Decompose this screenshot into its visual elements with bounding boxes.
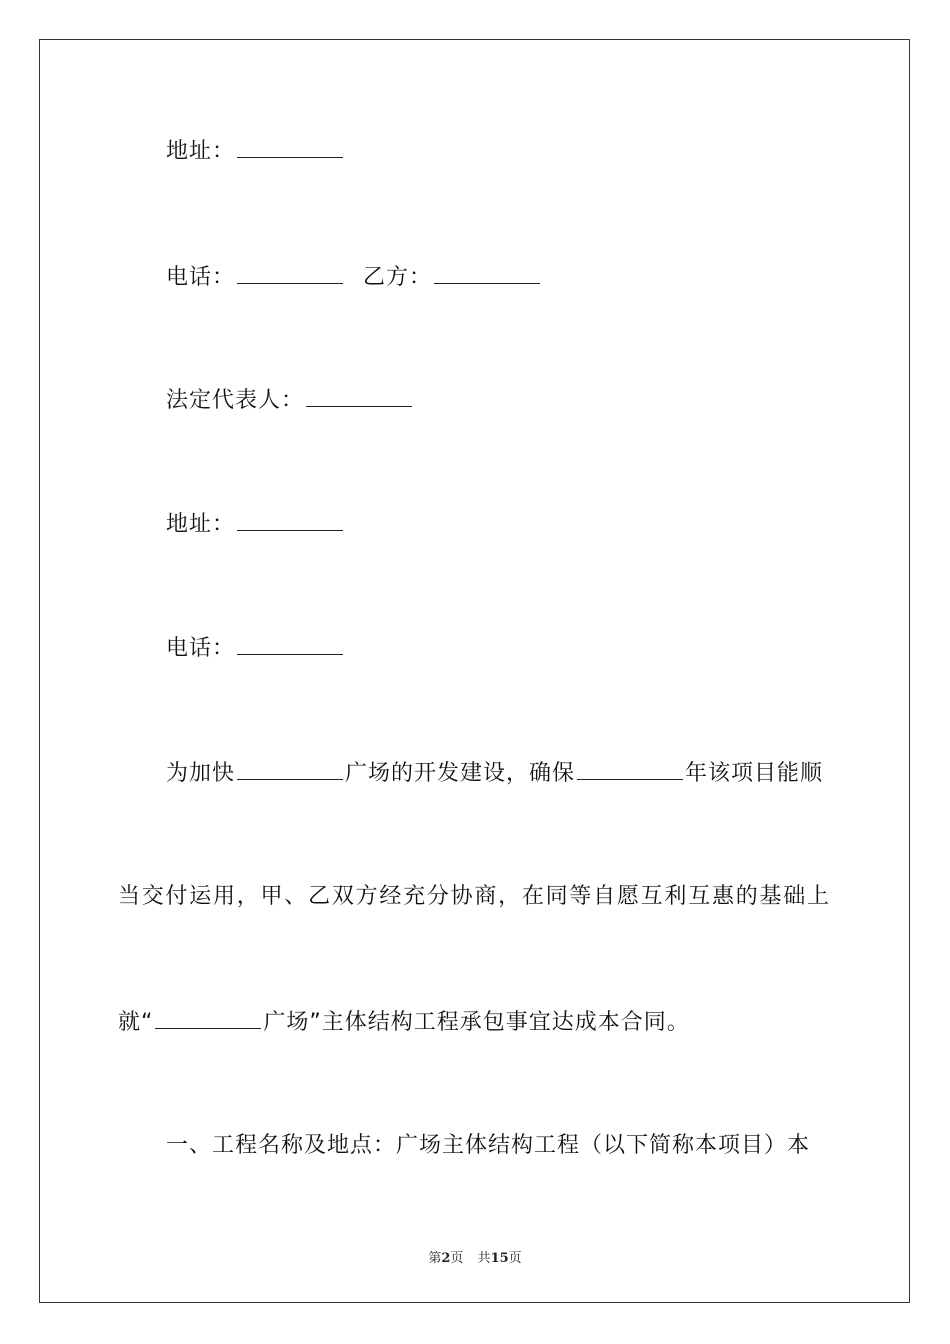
phone-label-b: 电话： (166, 636, 236, 661)
footer-total-prefix: 共 (477, 1251, 491, 1266)
para1-text-a: 为加快 (166, 761, 236, 786)
legal-rep-line (166, 386, 414, 415)
paragraph-intro-line3 (118, 1008, 690, 1037)
phone-blank-b (237, 634, 343, 655)
address-line-a (166, 137, 345, 166)
footer-total-number: 15 (490, 1251, 509, 1266)
footer-page-number: 2 (441, 1251, 451, 1266)
plaza-name-blank-2 (155, 1008, 261, 1029)
phone-party-line (166, 263, 542, 292)
address-label: 地址： (166, 139, 236, 164)
address-label-b: 地址： (166, 512, 236, 537)
phone-blank (237, 263, 343, 284)
footer-page-prefix: 第 (428, 1251, 442, 1266)
paragraph-intro-line2: 当交付运用，甲、乙双方经充分协商，在同等自愿互利互惠的基础上 (118, 884, 830, 909)
address-blank (237, 137, 343, 158)
page-border (39, 39, 910, 1303)
section-1-heading: 一、工程名称及地点：广场主体结构工程（以下简称本项目）本 (166, 1133, 811, 1158)
para1-text-c: 年该项目能顺 (685, 761, 824, 786)
legal-rep-blank (306, 386, 412, 407)
legal-rep-label: 法定代表人： (166, 388, 305, 413)
plaza-name-blank (237, 759, 343, 780)
para3-text-a: 就“ (118, 1010, 154, 1035)
phone-label: 电话： (166, 265, 236, 290)
page-footer (0, 1247, 950, 1266)
address-blank-b (237, 510, 343, 531)
phone-line-b (166, 634, 345, 663)
footer-page-suffix: 页 (450, 1251, 464, 1266)
para1-text-b: 广场的开发建设，确保 (345, 761, 576, 786)
party-b-label: 乙方： (363, 265, 433, 290)
footer-total-suffix: 页 (508, 1251, 522, 1266)
year-blank (577, 759, 683, 780)
party-b-blank (434, 263, 540, 284)
para3-text-b: 广场”主体结构工程承包事宜达成本合同。 (263, 1010, 690, 1035)
paragraph-intro-line1 (166, 759, 823, 788)
address-line-b (166, 510, 345, 539)
